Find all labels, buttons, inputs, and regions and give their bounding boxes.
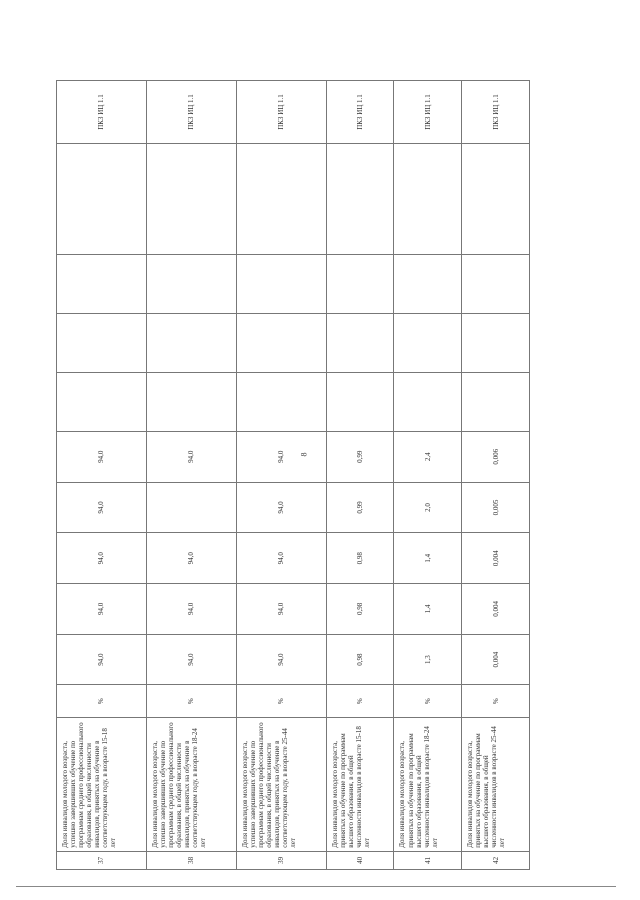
value-cell: 0,98 [326, 584, 394, 635]
value-cell [146, 482, 236, 533]
table-row [326, 81, 394, 870]
row-number: 37 [57, 851, 147, 869]
value-cell: 0,006 [462, 431, 530, 482]
value-cell: 94,0 [146, 533, 236, 584]
value-cell: 0,99 [326, 431, 394, 482]
table-row [394, 81, 462, 870]
empty-cell [146, 373, 236, 432]
value-cell: 1,4 [394, 584, 462, 635]
empty-cell [57, 143, 147, 255]
unit-cell: % [326, 685, 394, 717]
unit-cell: % [57, 685, 147, 717]
indicator-name: Доля инвалидов молодого возраста, принятых на обучение по программам высшего образования, в общей численности инвалидов в возрасте 25-44 лет [462, 717, 530, 851]
table-row [57, 81, 147, 870]
empty-cell [236, 143, 326, 255]
indicator-name: Доля инвалидов молодого возраста, успешно завершивших обучение по программам среднего профессионального образования, в общей численности инвалидов, принятых на обучение в соответствующем году, в возрасте 15-18 лет [57, 717, 147, 851]
code-cell: ПКЗ ИЦ 1.1 [146, 81, 236, 144]
value-cell: 94,0 [236, 482, 326, 533]
table-row [236, 81, 326, 870]
value-cell: 94,0 [57, 482, 147, 533]
value-cell: 0,004 [462, 533, 530, 584]
table-row [462, 81, 530, 870]
row-number: 38 [146, 851, 236, 869]
indicator-name: Доля инвалидов молодого возраста, принятых на обучение по программам высшего образования, в общей численности инвалидов в возрасте 18-24 лет [394, 717, 462, 851]
indicator-name: Доля инвалидов молодого возраста, принятых на обучение по программам высшего образования, в общей численности инвалидов в возрасте 15-18 лет [326, 717, 394, 851]
empty-cell [236, 255, 326, 314]
unit-cell: % [236, 685, 326, 717]
code-cell: ПКЗ ИЦ 1.1 [326, 81, 394, 144]
value-cell: 94,0 [57, 634, 147, 685]
indicators-table [56, 80, 530, 870]
empty-cell [394, 314, 462, 373]
empty-cell [146, 255, 236, 314]
indicator-name: Доля инвалидов молодого возраста, успешно завершивших обучение по программам среднего профессионального образования, в общей численности инвалидов, принятых на обучение в соответствующем году, в возрасте 25-44 лет [236, 717, 326, 851]
value-cell: 2,4 [394, 431, 462, 482]
empty-cell [57, 255, 147, 314]
value-cell: 0,98 [326, 634, 394, 685]
empty-cell [236, 373, 326, 432]
value-cell: 94,0 [146, 584, 236, 635]
unit-cell: % [462, 685, 530, 717]
value-cell: 0,98 [326, 533, 394, 584]
value-cell: 94,0 [146, 431, 236, 482]
row-number: 39 [236, 851, 326, 869]
value-cell: 0,005 [462, 482, 530, 533]
empty-cell [236, 314, 326, 373]
unit-cell: % [146, 685, 236, 717]
row-number: 42 [462, 851, 530, 869]
value-cell: 0,004 [462, 584, 530, 635]
empty-cell [57, 373, 147, 432]
table-rotated-wrapper [56, 80, 530, 870]
value-cell: 2,0 [394, 482, 462, 533]
value-cell: 0,004 [462, 634, 530, 685]
row-number: 40 [326, 851, 394, 869]
empty-cell [326, 314, 394, 373]
code-cell: ПКЗ ИЦ 1.1 [236, 81, 326, 144]
empty-cell [462, 373, 530, 432]
value-cell: 94,0 [57, 533, 147, 584]
value-cell: 94,0 [236, 431, 326, 482]
value-cell: 94,0 [236, 584, 326, 635]
page-number: 8 [299, 452, 309, 457]
value-cell: 94,0 [146, 634, 236, 685]
empty-cell [57, 314, 147, 373]
unit-cell: % [394, 685, 462, 717]
value-cell: 1,4 [394, 533, 462, 584]
value-cell: 0,99 [326, 482, 394, 533]
empty-cell [394, 373, 462, 432]
empty-cell [462, 143, 530, 255]
code-cell: ПКЗ ИЦ 1.1 [462, 81, 530, 144]
empty-cell [146, 143, 236, 255]
empty-cell [326, 373, 394, 432]
code-cell: ПКЗ ИЦ 1.1 [394, 81, 462, 144]
empty-cell [394, 143, 462, 255]
value-cell: 94,0 [236, 634, 326, 685]
bottom-rule [16, 886, 616, 887]
code-cell: ПКЗ ИЦ 1.1 [57, 81, 147, 144]
empty-cell [462, 255, 530, 314]
empty-cell [326, 255, 394, 314]
value-cell: 94,0 [57, 431, 147, 482]
indicator-name: Доля инвалидов молодого возраста, успешно завершивших обучение по программам среднего профессионального образования, в общей численности инвалидов, принятых на обучение в соответствующем году, в возрасте 18-24 лет [146, 717, 236, 851]
empty-cell [146, 314, 236, 373]
value-cell: 94,0 [236, 533, 326, 584]
empty-cell [462, 314, 530, 373]
table-row [146, 81, 236, 870]
row-number: 41 [394, 851, 462, 869]
empty-cell [326, 143, 394, 255]
value-cell: 94,0 [57, 584, 147, 635]
empty-cell [394, 255, 462, 314]
value-cell: 1,3 [394, 634, 462, 685]
